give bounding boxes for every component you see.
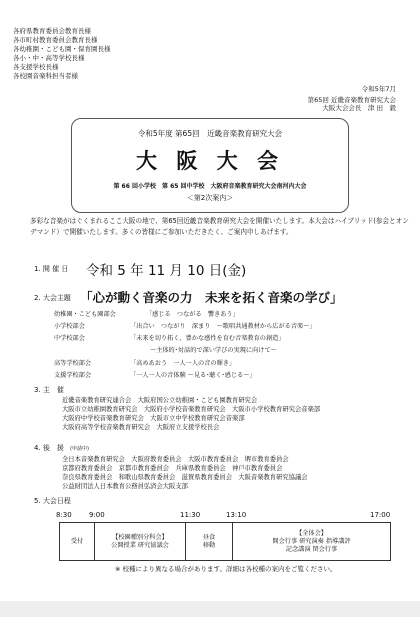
support-line: 公益財団法人日本教育公務員弘済会大阪支部 (62, 483, 188, 490)
host-section-label: 3. 主 催 (34, 386, 64, 394)
department-theme: 「一人一人の音体験 ～見る･聴く･感じる～」 (130, 372, 256, 379)
schedule-cell-plenary: 【全体会】 開会行事 研究演奏 指導講評 記念講演 閉会行事 (233, 523, 391, 561)
host-line: 大阪府中学校音楽教育研究会 大阪市立中学校教育研究会音楽部 (62, 415, 245, 422)
title-notice: ＜第2次案内＞ (186, 194, 234, 202)
schedule-time: 11:30 (180, 511, 201, 519)
department-theme: 「出合い つながり 深まり ～歌唱共通教材から広がる音楽～」 (130, 323, 316, 330)
sender-org: 第65回 近畿音楽教育研究大会 (307, 96, 396, 104)
support-line: 奈良県教育委員会 和歌山県教育委員会 滋賀県教育委員会 大阪音楽教育研究協議会 (62, 474, 308, 481)
addressee-line: 各小・中・高等学校長様 (13, 54, 85, 62)
theme-section-label: 2. 大会主題 (34, 294, 71, 302)
host-line: 大阪府高等学校音楽教育研究会 大阪府立支援学校長会 (62, 424, 220, 431)
title-joint-event: 第 66 回小学校 第 65 回中学校 大阪府音楽教育研究大会南河内大会 (113, 183, 307, 190)
support-line: 京都府教育委員会 京都市教育委員会 兵庫県教育委員会 神戸市教育委員会 (62, 465, 283, 472)
department-theme: 「未来を切り拓く、豊かな感性を育む音楽教育の創造」 (130, 335, 285, 342)
department-name: 支援学校部会 (54, 372, 92, 379)
title-subtitle: 令和5年度 第65回 近畿音楽教育研究大会 (137, 129, 283, 138)
schedule-time: 13:10 (226, 511, 247, 519)
event-date: 令和 5 年 11 月 10 日(金) (86, 263, 247, 279)
schedule-cell-lunch: 昼食 移動 (186, 523, 233, 561)
department-theme: 「感じる つながる 響きあう」 (146, 311, 239, 318)
issue-date: 令和5年7月 (361, 85, 396, 93)
host-line: 大阪市立幼稚園教育研究会 大阪府小学校音楽教育研究会 大阪市小学校教育研究会音楽部 (62, 406, 321, 413)
conference-theme: 「心が動く音楽の力 未来を拓く音楽の学び」 (80, 290, 343, 305)
schedule-time: 9:00 (89, 511, 105, 519)
department-theme-subtitle: ～主体的･対話的で深い学びの実現に向けて～ (150, 347, 277, 354)
sender-name: 大阪大会会長 津 田 毅 (322, 104, 396, 112)
schedule-cell-sessions: 【校園種別分科会】 公開授業 研究協議会 (95, 523, 186, 561)
page-title: 大 阪 大 会 (136, 149, 284, 173)
support-pending-note: (申請中) (70, 446, 89, 452)
schedule-note: ※ 校種により異なる場合があります。詳細は各校種の案内をご覧ください。 (115, 565, 337, 573)
schedule-cell-reception: 受付 (60, 523, 95, 561)
date-section-label: 1. 開 催 日 (34, 265, 69, 273)
addressee-line: 各府県教育委員会教育長様 (13, 27, 91, 35)
department-name: 幼稚園・こども園部会 (54, 311, 116, 318)
department-theme: 「高めあおう 一人一人の音の輝き」 (130, 360, 236, 367)
addressee-line: 各支援学校長様 (13, 63, 59, 71)
title-box (71, 118, 349, 213)
schedule-table (59, 522, 391, 561)
intro-paragraph: 多彩な音楽がはぐくまれるここ大阪の地で、第65回近畿音楽教育研究大会を開催いたします。本大会はハイブリッド(参会とオンデマンド）で開催いたします。多くの皆様にご参加いただきたく、ご案内申しあげます。 (30, 217, 409, 236)
addressee-line: 各校園音楽科担当者様 (13, 72, 78, 80)
schedule-time: 17:00 (370, 511, 391, 519)
addressee-line: 各市町村教育委員会教育長様 (13, 36, 98, 44)
schedule-time: 8:30 (56, 511, 72, 519)
addressee-line: 各幼稚園・こども園・保育園長様 (13, 45, 111, 53)
department-name: 中学校部会 (54, 335, 85, 342)
schedule-section-label: 5. 大会日程 (34, 497, 71, 505)
support-section-label: 4. 後 援 (34, 444, 64, 452)
department-name: 高等学校部会 (54, 360, 92, 367)
support-line: 全日本音楽教育研究会 大阪府教育委員会 大阪市教育委員会 堺市教育委員会 (62, 456, 289, 463)
host-line: 近畿音楽教育研究連合会 大阪府国公立幼稚園・こども園教育研究会 (62, 397, 258, 404)
department-name: 小学校部会 (54, 323, 85, 330)
page-bottom-margin (0, 601, 420, 617)
